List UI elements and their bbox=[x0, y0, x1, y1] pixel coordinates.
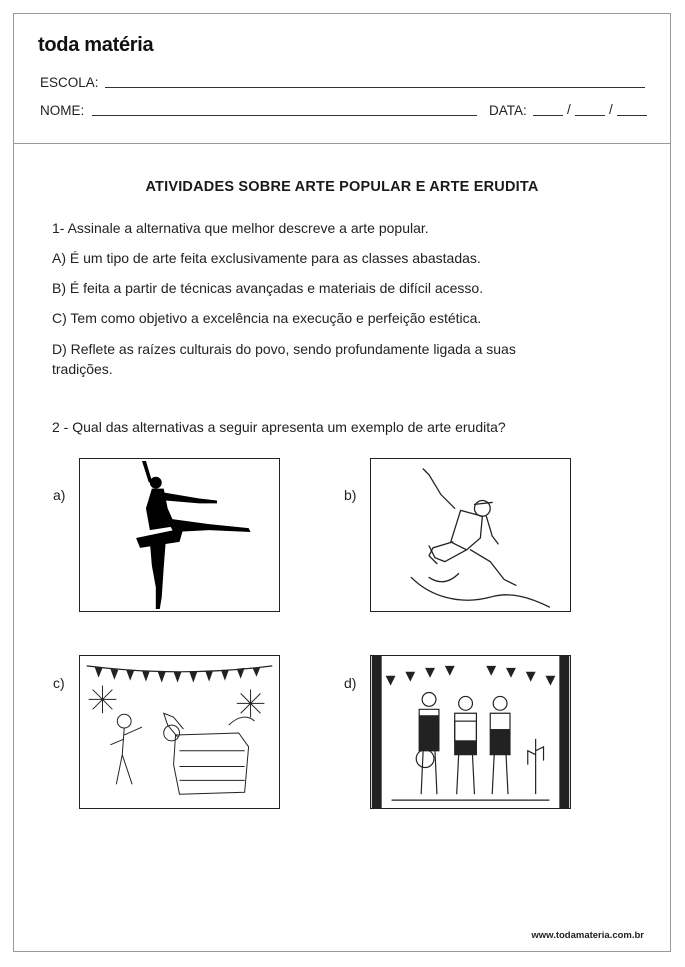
worksheet-title: ATIVIDADES SOBRE ARTE POPULAR E ARTE ERUDITA bbox=[145, 179, 539, 195]
question-1-option-d[interactable]: D) Reflete as raízes culturais do povo, sendo profundamente ligada a suas tradições. bbox=[52, 341, 516, 377]
date-day-field[interactable] bbox=[533, 115, 563, 116]
forro-trio-image[interactable] bbox=[370, 655, 571, 809]
school-field[interactable] bbox=[105, 87, 645, 88]
date-label: DATA: bbox=[489, 103, 527, 118]
question-1-prompt: 1- Assinale a alternativa que melhor descreve a arte popular. bbox=[52, 220, 429, 236]
date-separator: / bbox=[609, 102, 613, 117]
date-year-field[interactable] bbox=[617, 115, 647, 116]
date-month-field[interactable] bbox=[575, 115, 605, 116]
ballet-dancer-image[interactable] bbox=[79, 458, 280, 612]
question-2-option-c-label[interactable]: c) bbox=[53, 675, 65, 691]
question-2-prompt: 2 - Qual das alternativas a seguir apresenta um exemplo de arte erudita? bbox=[52, 419, 506, 435]
footer-site[interactable]: www.todamateria.com.br bbox=[531, 930, 644, 941]
folk-festival-image[interactable] bbox=[79, 655, 280, 809]
date-separator: / bbox=[567, 102, 571, 117]
brand-logo: toda matéria bbox=[38, 34, 154, 56]
question-2-option-a-label[interactable]: a) bbox=[53, 487, 66, 503]
name-field[interactable] bbox=[92, 115, 477, 116]
school-label: ESCOLA: bbox=[40, 75, 99, 90]
name-label: NOME: bbox=[40, 103, 85, 118]
question-2-option-d-label[interactable]: d) bbox=[344, 675, 357, 691]
question-1-option-a[interactable]: A) É um tipo de arte feita exclusivamente para as classes abastadas. bbox=[52, 250, 481, 266]
question-2-option-b-label[interactable]: b) bbox=[344, 487, 357, 503]
street-dancer-image[interactable] bbox=[370, 458, 571, 612]
worksheet-page bbox=[13, 13, 671, 952]
question-1-option-b[interactable]: B) É feita a partir de técnicas avançadas e materiais de difícil acesso. bbox=[52, 280, 484, 296]
header-divider bbox=[14, 143, 670, 144]
question-1-option-c[interactable]: C) Tem como objetivo a excelência na execução e perfeição estética. bbox=[52, 310, 482, 326]
